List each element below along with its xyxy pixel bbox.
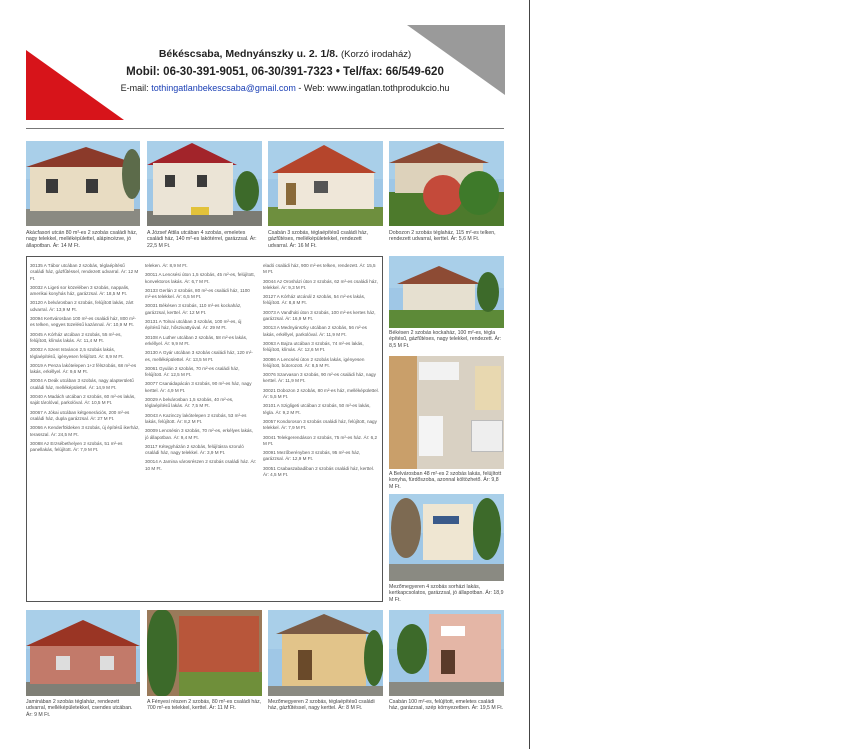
- listing-photo-4: [389, 141, 504, 226]
- list-item: teleken. Ár: 8,9 M Ft.: [145, 263, 188, 268]
- listing-caption-8: Jaminában 2 szobás téglaház, rendezett udvarral, melléképületekkel, csendes utcában. Ár: 9 M Ft.: [26, 699, 133, 718]
- listing-caption-1: Akácfasori utcán 80 m²-es 2 szobás családi ház, nagy telekkel, melléképülettel, alápincézve, jó állapotban. Ár: 14 M Ft.: [26, 230, 138, 249]
- list-item: 30066 A Kenderföldeken 3 szobás, új építésű ikerház, terasszal. Ár: 24,5 M Ft.: [30, 425, 140, 437]
- listing-caption-3: Csabán 3 szobás, téglaépítésű családi ház, gázfűtéses, melléképületekkel, rendezett udvarral. Ár: 16 M Ft.: [268, 230, 369, 249]
- listing-photo-8: [26, 610, 140, 696]
- list-item: 30076 Szarvason 3 szobás, 90 m²-es családi ház, nagy kerttel. Ár: 11,9 M Ft.: [263, 372, 376, 384]
- list-item: 30002 A Szent Istvánon 2,5 szobás lakás, téglaépítésű, igényesen felújított. Ár: 8,9 M Ft.: [30, 347, 124, 359]
- listing-caption-11: Csabán 100 m²-es, felújított, emeletes családi ház, garázzsal, szép környezetben. Ár: 19,5 M Ft.: [389, 699, 504, 712]
- list-item: 30133 Gerlán 2 szobás, 80 m²-es családi ház, 1100 m²-es telekkel. Ár: 6,5 M Ft.: [145, 287, 250, 300]
- list-item: 30131 A Tolnai utcában 3 szobás, 100 m²-es, új építésű ház, hőszivattyúval. Ár: 29 M Ft.: [145, 319, 242, 331]
- address-main: Békéscsaba, Mednyánszky u. 2. 1/8.: [158, 48, 339, 60]
- listing-photo-5: [389, 256, 504, 328]
- listing-photo-2: [147, 141, 262, 226]
- listing-caption-6: A Belvárosban 48 m²-es 2 szobás lakás, felújított konyha, fürdőszoba, azonnal költözhető. Ár: 9,8 M Ft.: [389, 471, 502, 490]
- list-item: 30029 A belvárosban 1,5 szobás, 40 m²-es, téglaépítésű lakás. Ár: 7,5 M Ft.: [145, 397, 234, 409]
- list-item: 30043 A Kazinczy lakótelepen 2 szobás, 53 m²-es lakás, felújított. Ár: 8,2 M Ft.: [145, 412, 247, 424]
- listing-caption-7: Mezőmegyeren 4 szobás sorházi lakás, kertkapcsolatos, garázzsal, jó állapotban. Ár: 18,9 M Ft.: [389, 584, 504, 603]
- list-item: 30004 A Deák utcában 3 szobás, nagy alapterületű családi ház, melléképülettel. Ár: 14,9 M Ft.: [30, 378, 134, 390]
- list-item: 30117 Kétegyházán 2 szobás, felújításra szoruló családi ház, nagy telekkel. Ár: 3,9 M Ft.: [145, 443, 244, 456]
- list-item: 30061 Gyulán 2 szobás, 70 m²-es családi ház, felújított. Ár: 12,5 M Ft.: [145, 365, 240, 378]
- list-item: eladó családi ház, 900 m²-es telken, rendezett. Ár: 15,5 M Ft.: [263, 263, 376, 275]
- list-item: 30091 Mezőberényben 3 szobás, 95 m²-es ház, garázzsal. Ár: 12,9 M Ft.: [263, 450, 361, 462]
- listing-caption-10: Mezőmegyeren 2 szobás, téglaépítésű családi ház, gázfűtéssel, nagy kerttel. Ár: 8 M Ft.: [268, 699, 375, 712]
- list-item: 30101 A Szigligeti utcában 2 szobás, 50 m²-es lakás, tégla. Ár: 9,2 M Ft.: [263, 403, 371, 415]
- list-item: 30013 A Mednyánszky utcában 2 szobás, 56 m²-es lakás, erkéllyel, parkolóval. Ár: 11,9 M Ft.: [263, 325, 367, 337]
- text-column-3: [263, 263, 379, 599]
- list-item: 30041 Telekgerendáson 2 szobás, 75 m²-es ház. Ár: 6,2 M Ft.: [263, 434, 378, 446]
- list-item: 30009 Lencsésin 3 szobás, 70 m²-es, erkélyes lakás, jó állapotban. Ár: 9,4 M Ft.: [145, 428, 254, 440]
- listing-caption-9: A Fényesi részen 2 szobás, 80 m²-es családi ház, 700 m²-es telekkel, kerttel. Ár: 11 M Ft.: [147, 699, 262, 712]
- list-item: 30088 Az Erzsébethelyen 2 szobás, 51 m²-es panellakás, felújított. Ár: 7,9 M Ft.: [30, 440, 123, 453]
- list-item: 30011 A Lencsési úton 1,5 szobás, 45 m²-es, felújított, konvektoros lakás. Ár: 6,7 M Ft.: [145, 272, 255, 284]
- list-item: 30019 A Penza lakótelepen 1+2 félszobás, 68 m²-es lakás, erkéllyel. Ár: 9,6 M Ft.: [30, 362, 137, 375]
- listing-caption-4: Dobozon 2 szobás téglaház, 115 m²-es telken, rendezett udvarral, kerttel. Ár: 5,6 M Ft.: [389, 230, 496, 243]
- list-item: 30127 A Kórház utcánál 2 szobás, 54 m²-es lakás, felújított. Ár: 8,8 M Ft.: [263, 294, 366, 306]
- text-column-2: [145, 263, 257, 599]
- office-address: [70, 48, 500, 60]
- listing-caption-5: Békésen 2 szobás kockaház, 100 m²-es, tégla építésű, gázfűtéses, nagy telekkel, rendezett. Ár: 8,5 M Ft.: [389, 330, 502, 349]
- email-label: E-mail:: [120, 83, 149, 93]
- listing-photo-11: [389, 610, 504, 696]
- list-item: 30073 A Vandháti úton 3 szobás, 100 m²-es kertes ház, garázzsal. Ár: 16,9 M Ft.: [263, 309, 376, 322]
- list-item: 30130 A Gyár utcában 3 szobás családi ház, 120 m²-es, melléképülettel. Ár: 13,5 M Ft.: [145, 350, 253, 362]
- listing-photo-7: [389, 494, 504, 581]
- list-item: 30108 A Luther utcában 2 szobás, 58 m²-es lakás, erkéllyel. Ár: 9,9 M Ft.: [145, 334, 248, 346]
- list-item: 30094 Kertvárosban 100 m²-es családi ház, 800 m²-es telken, vegyes tüzelésű kazánnal. Ár: 10,9 M Ft.: [30, 316, 136, 328]
- email-link[interactable]: tothingatlanbekescsaba@gmail.com: [151, 83, 296, 93]
- list-item: 30044 Az Orosházi úton 2 szobás, 62 m²-es családi ház, telekkel. Ár: 9,3 M Ft.: [263, 278, 378, 290]
- web-text: - Web: www.ingatlan.tothprodukcio.hu: [298, 83, 450, 93]
- text-column-1: [30, 263, 140, 599]
- listing-photo-9: [147, 610, 262, 696]
- list-item: 30014 A Jamina városrészen 2 szobás családi ház. Ár: 10 M Ft.: [145, 459, 257, 471]
- header-divider: [26, 128, 504, 129]
- listing-photo-1: [26, 141, 140, 226]
- list-item: 30086 A Lencsési úton 2 szobás lakás, igényesen felújított, bútorozott. Ár: 8,5 M Ft.: [263, 356, 365, 368]
- listing-photo-10: [268, 610, 383, 696]
- list-item: 30063 A Bajza utcában 3 szobás, 74 m²-es lakás, felújított, klímás. Ár: 12,6 M Ft.: [263, 340, 364, 353]
- list-item: 30120 A belvárosban 2 szobás, felújított lakás, zárt udvarral. Ár: 13,9 M Ft.: [30, 300, 134, 312]
- contact-line: [70, 83, 500, 93]
- list-item: 30021 Dobozon 2 szobás, 80 m²-es ház, melléképülettel. Ár: 5,5 M Ft.: [263, 387, 379, 400]
- list-item: 30057 Kondoroson 3 szobás családi ház, felújított, nagy telekkel. Ár: 7,9 M Ft.: [263, 418, 377, 431]
- list-item: 30045 A Kórház utcában 2 szobás, 55 m²-es, felújított, klímás lakás. Ár: 11,4 M Ft.: [30, 331, 122, 343]
- list-item: 30051 Csabaszabadiban 2 szobás családi ház, kerttel. Ár: 4,5 M Ft.: [263, 465, 375, 478]
- list-item: 30067 A Jókai utcában kétgenerációs, 200 m²-es családi ház, dupla garázzsal. Ár: 27 M Ft.: [30, 409, 130, 421]
- list-item: 30135 A Tábor utcában 2 szobás, téglaépítésű családi ház, gázfűtéssel, rendezett udvarral. Ár: 12 M Ft.: [30, 263, 139, 281]
- listing-photo-3: [268, 141, 383, 226]
- list-item: 30032 A Ligeti sor közelében 3 szobás, nappalis, amerikai konyhás ház, garázzsal. Ár: 18,5 M Ft.: [30, 284, 130, 297]
- list-item: 30040 A Madách utcában 2 szobás, 60 m²-es lakás, saját tárolóval, parkolóval. Ár: 10,5 M Ft.: [30, 394, 136, 406]
- phone-line: Mobil: 06-30-391-9051, 06-30/391-7323 • Tel/fax: 66/549-620: [126, 66, 444, 78]
- address-note: (Korzó irodaház): [340, 49, 412, 60]
- list-item: 30077 Csanádapácán 3 szobás, 90 m²-es ház, nagy kerttel. Ár: 4,9 M Ft.: [145, 381, 252, 393]
- list-item: 30031 Békésen 3 szobás, 110 m²-es kockaház, garázzsal, kerttel. Ár: 12 M Ft.: [145, 303, 242, 315]
- listing-caption-2: A József Attila utcában 4 szobás, emeletes családi ház, 140 m²-es lakótérrel, garázzsal. Ár: 22,5 M Ft.: [147, 230, 257, 249]
- listing-photo-6: [389, 356, 504, 469]
